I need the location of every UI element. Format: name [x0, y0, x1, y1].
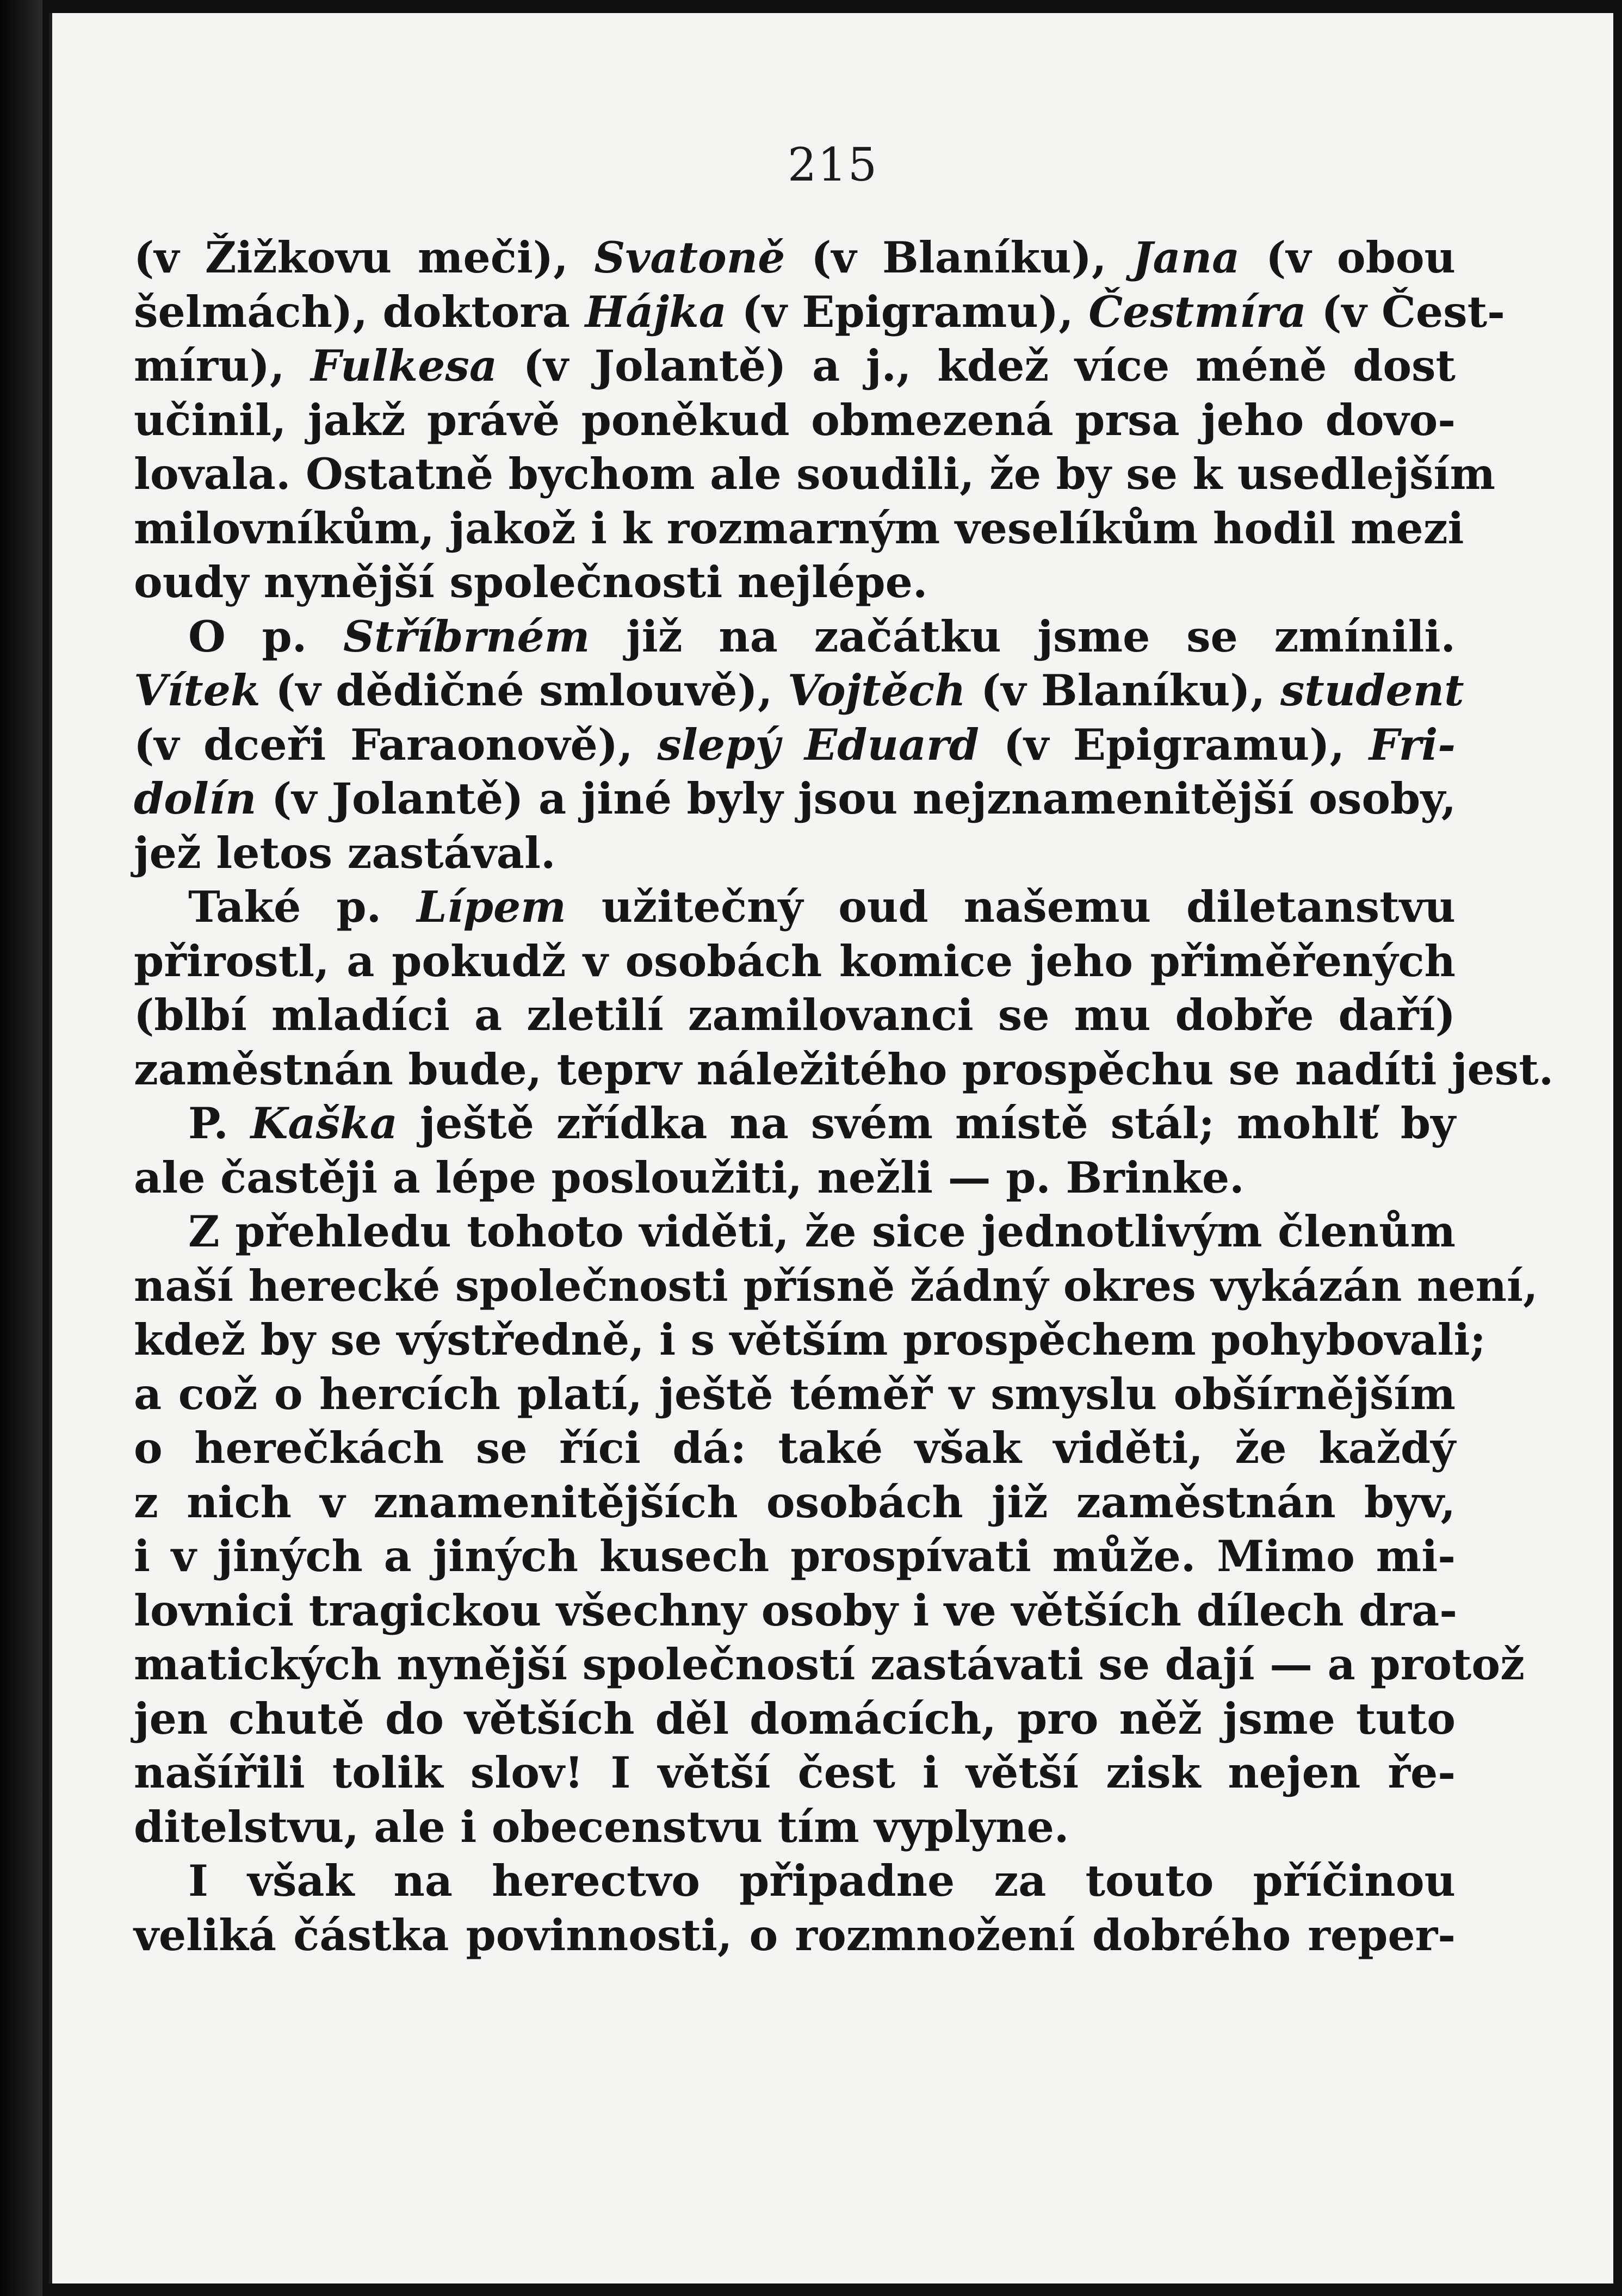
body-text: [134, 231, 1554, 1962]
text-segment: ale častěji a lépe posloužiti, nežli — p. Brinke.: [134, 1152, 1245, 1203]
text-line: [134, 1421, 1456, 1475]
text-line: [134, 1151, 1456, 1205]
text-segment: i v jiných a jiných kusech prospívati může. Mimo mi-: [134, 1531, 1456, 1581]
text-line: [134, 1475, 1456, 1530]
text-line: [134, 934, 1456, 989]
text-segment: ditelstvu, ale i obecenstvu tím vyplyne.: [134, 1801, 1069, 1852]
italic-name: Fri-: [1369, 719, 1456, 770]
text-line: [134, 1746, 1456, 1800]
text-segment: z nich v znamenitějších osobách již zaměstnán byv,: [134, 1476, 1456, 1528]
text-segment: míru),: [134, 340, 311, 391]
text-segment: veliká částka povinnosti, o rozmnožení dobrého reper-: [134, 1909, 1456, 1960]
text-segment: ještě zřídka na svém místě stál; mohlť by: [397, 1098, 1456, 1149]
text-line: [134, 1259, 1538, 1313]
text-line: [134, 285, 1505, 339]
text-line: [134, 447, 1496, 501]
text-segment: přirostl, a pokudž v osobách komice jeho přiměřených: [134, 935, 1456, 986]
text-line: [134, 826, 1456, 880]
text-line: [134, 393, 1456, 448]
italic-name: Fulkesa: [311, 340, 498, 391]
book-spine-edge: [0, 0, 42, 2296]
italic-name: slepý Eduard: [657, 719, 979, 770]
text-segment: (v Epigramu),: [726, 286, 1089, 337]
italic-name: Hájka: [585, 286, 727, 337]
text-line: [134, 1313, 1486, 1367]
text-segment: (v dceři Faraonově),: [134, 719, 658, 770]
text-segment: o herečkách se říci dá: také však viděti, že každý: [134, 1423, 1456, 1473]
italic-name: Kaška: [250, 1098, 398, 1149]
text-line: [134, 1042, 1554, 1097]
italic-name: Vítek: [134, 665, 261, 716]
text-segment: kdež by se výstředně, i s větším prospěchem pohybovali;: [134, 1314, 1486, 1365]
text-segment: P.: [188, 1098, 251, 1149]
text-line: [134, 610, 1456, 664]
italic-name: Svatoně: [594, 232, 785, 283]
text-segment: (v Čest-: [1306, 286, 1505, 337]
text-line: [134, 1205, 1456, 1259]
text-segment: již na začátku jsme se zmínili.: [590, 611, 1456, 662]
text-line: [134, 1854, 1456, 1908]
text-segment: (v Žižkovu meči),: [134, 232, 595, 283]
text-line: [134, 501, 1464, 556]
italic-name: Jana: [1132, 232, 1240, 283]
text-line: [134, 1367, 1456, 1422]
text-line: [134, 880, 1456, 934]
text-line: [134, 1800, 1456, 1854]
text-segment: O p.: [188, 611, 344, 662]
text-segment: (v Jolantě) a jiné byly jsou nejznamenitější osoby,: [256, 773, 1457, 824]
text-line: [134, 339, 1456, 393]
text-segment: (v Epigramu),: [979, 719, 1369, 770]
text-segment: (v Blaníku),: [965, 665, 1280, 716]
text-line: [134, 1584, 1456, 1638]
text-segment: milovníkům, jakož i k rozmarným veselíkům hodil mezi: [134, 502, 1464, 554]
page-number: 215: [787, 138, 878, 191]
text-line: [134, 988, 1456, 1042]
text-segment: jež letos zastával.: [134, 827, 556, 878]
italic-name: Lípem: [417, 882, 566, 932]
text-line: [134, 772, 1456, 826]
book-page: [49, 13, 1613, 2283]
text-segment: oudy nynější společnosti nejlépe.: [134, 557, 928, 607]
text-segment: šelmách), doktora: [134, 286, 585, 337]
text-segment: užitečný oud našemu diletanstvu: [566, 882, 1456, 932]
italic-name: student: [1280, 665, 1464, 716]
text-line: [134, 1529, 1456, 1584]
text-line: [134, 718, 1456, 772]
text-line: [134, 1096, 1456, 1151]
text-line: [134, 555, 1456, 610]
text-segment: a což o hercích platí, ještě téměř v smyslu obšírnějším: [134, 1368, 1456, 1419]
text-segment: lovala. Ostatně bychom ale soudili, že by se k usedlejším: [134, 449, 1496, 499]
text-line: [134, 231, 1456, 285]
italic-name: Vojtěch: [787, 665, 966, 716]
text-segment: (v obou: [1240, 232, 1456, 283]
text-segment: naší herecké společnosti přísně žádný okres vykázán není,: [134, 1260, 1538, 1311]
text-segment: učinil, jakž právě poněkud obmezená prsa jeho dovo-: [134, 394, 1456, 445]
text-segment: Z přehledu tohoto viděti, že sice jednotlivým členům: [188, 1206, 1456, 1257]
text-segment: (v dědičné smlouvě),: [260, 665, 788, 716]
text-line: [134, 663, 1464, 718]
text-segment: lovnici tragickou všechny osoby i ve větších dílech dra-: [134, 1585, 1457, 1636]
text-segment: našířili tolik slov! I větší čest i větší zisk nejen ře-: [134, 1747, 1456, 1798]
text-line: [134, 1637, 1525, 1692]
text-segment: zaměstnán bude, teprv náležitého prospěchu se nadíti jest.: [134, 1044, 1554, 1095]
text-segment: I však na herectvo připadne za touto příčinou: [188, 1856, 1456, 1906]
text-segment: Také p.: [188, 882, 417, 932]
italic-name: dolín: [134, 773, 257, 824]
text-segment: jen chutě do větších děl domácích, pro něž jsme tuto: [134, 1693, 1456, 1744]
text-segment: (v Blaníku),: [785, 232, 1133, 283]
text-segment: (blbí mladíci a zletilí zamilovanci se mu dobře daří): [134, 990, 1456, 1040]
text-line: [134, 1692, 1456, 1746]
italic-name: Stříbrném: [343, 611, 590, 662]
italic-name: Čestmíra: [1088, 286, 1307, 337]
text-segment: matických nynější společností zastávati se dají — a protož: [134, 1639, 1525, 1690]
text-segment: (v Jolantě) a j., kdež více méně dost: [497, 340, 1456, 391]
text-line: [134, 1908, 1456, 1963]
